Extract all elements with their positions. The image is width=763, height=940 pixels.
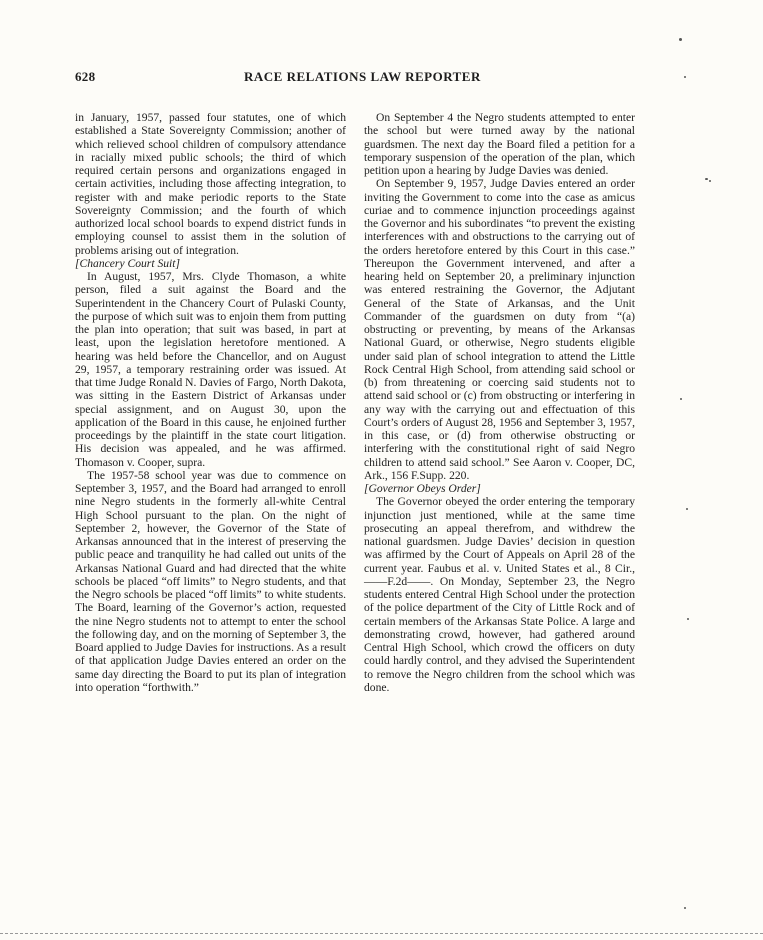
paragraph: In August, 1957, Mrs. Clyde Thomason, a white person, filed a suit against the Board and the Superintendent in the Chancery Court of Pulaski County, the purpose of which suit was to enjoin them from putting the plan into operation; that suit was based, in part at least, upon the legislation heretofore mentioned. A hearing was held before the Chancellor, and on August 29, 1957, a temporary restraining order was issued. At that time Judge Ronald N. Davies of Fargo, North Dakota, was sitting in the Eastern District of Arkansas under special assignment, and on August 30, upon the application of the Board in this cause, he enjoined further proceedings by the plaintiff in the state court litigation. His decision was appealed, and he was affirmed. Thomason v. Cooper, supra. [75,270,346,469]
paragraph: On September 4 the Negro students attempted to enter the school but were turned away by the national guardsmen. The next day the Board filed a petition for a temporary suspension of the operation of the plan, which petition upon a hearing by Judge Davies was denied. [364,111,635,177]
section-heading: [Chancery Court Suit] [75,256,180,270]
scan-speck [686,508,688,510]
left-column [75,111,346,694]
paragraph: in January, 1957, passed four statutes, one of which established a State Sovereignty Commission; another of which relieved school children of compulsory attendance in racially mixed public schools; the third of which required certain persons and organizations engaged in certain activities, including those affecting integration, to register with and make periodic reports to the State Sovereignty Commission; and the fourth of which authorized local school boards to expend district funds in employing counsel to assist them in the solution of problems arising out of integration. [75,111,346,257]
page-number: 628 [75,69,96,84]
scan-edge-line [0,932,763,934]
scan-speck [684,76,686,78]
scan-speck [687,618,689,620]
paragraph: The 1957-58 school year was due to commence on September 3, 1957, and the Board had arranged to enroll nine Negro students in the formerly all-white Central High School pursuant to the plan. On the night of September 2, however, the Governor of the State of Arkansas announced that in the interest of preserving the public peace and tranquility he had called out units of the Arkansas National Guard and had directed that the white schools be placed “off limits” to Negro students, and that the Negro schools be placed “off limits” to white students. The Board, learning of the Governor’s action, requested the nine Negro students not to attempt to enter the school the following day, and on the morning of September 3, the Board applied to Judge Davies for instructions. As a result of that application Judge Davies entered an order on the same day directing the Board to put its plan of integration into operation “forthwith.” [75,468,346,694]
scan-speck [679,38,682,41]
scan-speck [705,178,708,180]
scan-speck [680,398,682,400]
section-heading: [Governor Obeys Order] [364,482,481,495]
running-head: RACE RELATIONS LAW REPORTER [244,69,481,84]
paragraph: The Governor obeyed the order entering the temporary injunction just mentioned, while at the same time prosecuting an appeal therefrom, and withdrew the national guardsmen. Judge Davies’ decision in question was affirmed by the Court of Appeals on April 28 of the current year. Faubus et al. v. United States et al., 8 Cir., ——F.2d——. On Monday, September 23, the Negro students entered Central High School under the protection of the police department of the City of Little Rock and of certain members of the Arkansas State Police. A large and demonstrating crowd, however, had gathered around Central High School, which crowd the officers on duty could hardly control, and they advised the Superintendent to remove the Negro children from the school which was done. [364,495,635,694]
right-column [364,111,635,694]
paragraph: On September 9, 1957, Judge Davies entered an order inviting the Government to come into the case as amicus curiae and to commence injunction proceedings against the Governor and his subordinates “to prevent the existing interferences with and obstructions to the carrying out of the orders heretofore entered by this Court in this case.” Thereupon the Government intervened, and after a hearing held on September 20, a preliminary injunction was entered restraining the Governor, the Adjutant General of the State of Arkansas, and the Unit Commander of the guardsmen on duty from “(a) obstructing or preventing, by means of the Arkansas National Guard, or otherwise, Negro students eligible under said plan of school integration to attend the Little Rock Central High School, from attending said school or (b) from threatening or coercing said students not to attend said school or (c) from obstructing or interfering in any way with the carrying out and effectuation of this Court’s orders of August 28, 1956 and September 3, 1957, in this case, or (d) from otherwise obstructing or interfering with the constitutional right of said Negro children to attend said school.” See Aaron v. Cooper, DC, Ark., 156 F.Supp. 220. [364,177,635,482]
scan-speck [684,907,686,909]
scan-speck [709,180,711,182]
